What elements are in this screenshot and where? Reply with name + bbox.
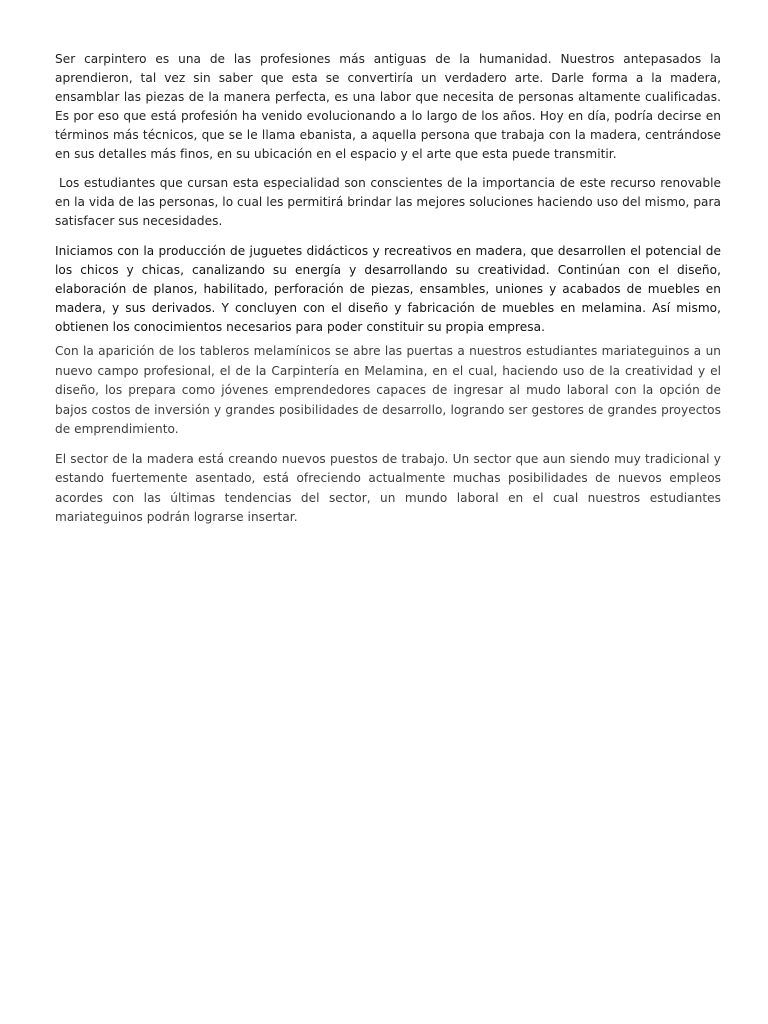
paragraph-sector-madera: El sector de la madera está creando nuevos puestos de trabajo. Un sector que aun siendo muy tradicional y estando fuertemente asentado, está ofreciendo actualmente muchas posibilidades de nuevos empleos acordes con las últimas tendencias del sector, un mundo laboral en el cual nuestros estudiantes mariateguinos podrán lograrse insertar. [55, 451, 721, 524]
paragraph-carpintero-intro: Ser carpintero es una de las profesiones más antiguas de la humanidad. Nuestros antepasados la aprendieron, tal vez sin saber que esta se convertiría un verdadero arte. Darle forma a la madera, ensamblar las piezas de la manera perfecta, es una labor que necesita de personas altamente cualificadas. Es por eso que está profesión ha venido evolucionando a lo largo de los años. Hoy en día, podría decirse en términos más técnicos, que se le llama ebanista, a aquella persona que trabaja con la madera, centrándose en sus detalles más finos, en su ubicación en el espacio y el arte que esta puede transmitir. [55, 52, 721, 161]
paragraph-melamina: Con la aparición de los tableros melamínicos se abre las puertas a nuestros estudiantes mariateguinos a un nuevo campo profesional, el de la Carpintería en Melamina, en el cual, haciendo uso de la creatividad y el diseño, los prepara como jóvenes emprendedores capaces de ingresar al mudo laboral con la opción de bajos costos de inversión y grandes posibilidades de desarrollo, logrando ser gestores de grandes proyectos de emprendimiento. [55, 344, 721, 436]
paragraph-estudiantes: Los estudiantes que cursan esta especialidad son conscientes de la importancia de este recurso renovable en la vida de las personas, lo cual les permitirá brindar las mejores soluciones haciendo uso del mismo, para satisfacer sus necesidades. [55, 176, 721, 228]
paragraph-produccion: Iniciamos con la producción de juguetes didácticos y recreativos en madera, que desarrollen el potencial de los chicos y chicas, canalizando su energía y desarrollando su creatividad. Continúan con el diseño, elaboración de planos, habilitado, perforación de piezas, ensambles, uniones y acabados de muebles en madera, y sus derivados. Y concluyen con el diseño y fabricación de muebles en melamina. Así mismo, obtienen los conocimientos necesarios para poder constituir su propia empresa. [55, 244, 721, 334]
document-body [55, 50, 721, 528]
